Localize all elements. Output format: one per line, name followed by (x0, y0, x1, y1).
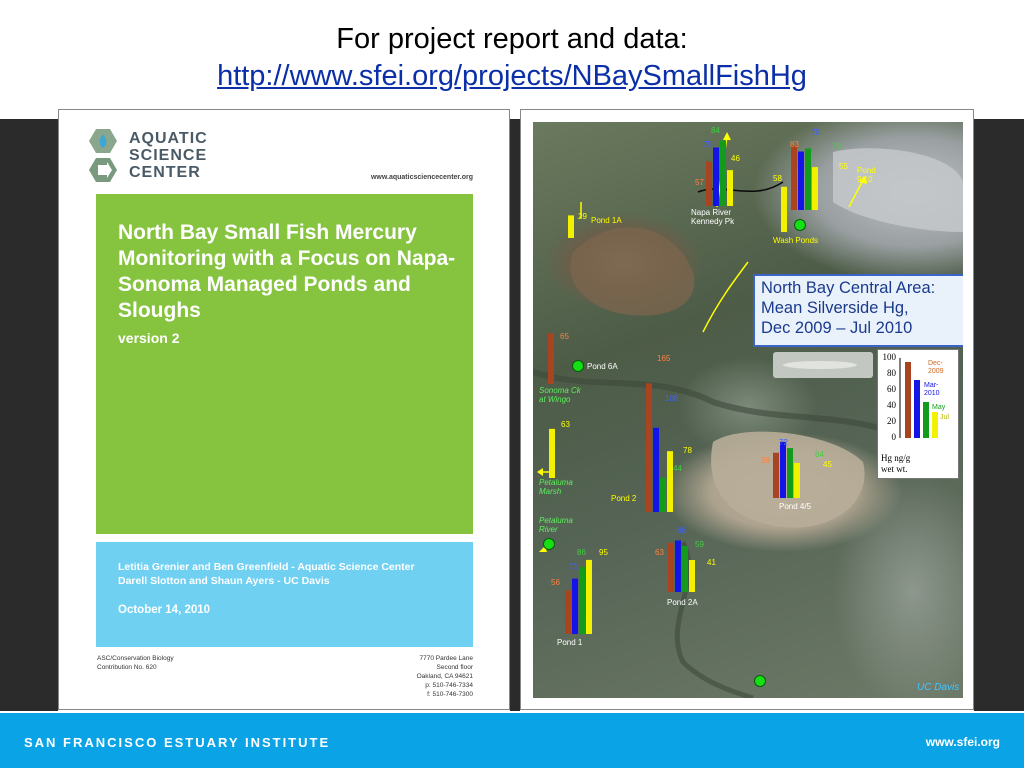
site-bar (682, 546, 688, 592)
contribution-line: ASC/Conservation Biology (97, 655, 174, 662)
value-label: 75 (703, 140, 712, 149)
footer-bar (0, 713, 1024, 768)
value-label: 86 (577, 548, 586, 557)
site-label-sonoma-creek (539, 386, 581, 404)
project-link[interactable]: http://www.sfei.org/projects/NBaySmallFishHg (217, 60, 807, 92)
legend-series-may: May (932, 404, 946, 411)
legend-tick: 0 (891, 432, 896, 442)
value-label: 63 (561, 420, 570, 429)
site-label-line: 9/10 (857, 175, 873, 184)
callout-line: North Bay Central Area: (761, 279, 936, 297)
value-label: 29 (578, 212, 587, 221)
legend-axis-line: wet wt. (881, 464, 908, 474)
site-bar (812, 167, 818, 210)
legend-series-dec (928, 360, 944, 376)
authors-line: Darell Slotton and Shaun Ayers - UC Davis (118, 575, 330, 587)
cover-title-block (96, 194, 473, 534)
value-label: 75 (811, 128, 820, 137)
site-label-pond-1: Pond 1 (557, 638, 583, 647)
legend-chart (877, 349, 959, 479)
legend-bar-jul (932, 412, 938, 438)
legend-axis-title (881, 453, 910, 475)
site-bar (653, 428, 659, 512)
site-bar (798, 152, 804, 211)
value-label: 95 (599, 548, 608, 557)
legend-series-line: 2010 (924, 390, 940, 397)
legend-axis-line: Hg ng/g (881, 453, 911, 463)
value-label: 63 (655, 548, 664, 557)
site-marker (794, 219, 806, 231)
site-bar (727, 170, 733, 206)
authors-line: Letitia Grenier and Ben Greenfield - Aquatic Science Center (118, 561, 415, 573)
site-label-line: Kennedy Pk (691, 217, 735, 226)
site-bar (706, 162, 712, 206)
legend-tick: 40 (887, 400, 896, 410)
legend-bar-may (923, 402, 929, 438)
site-bar (572, 579, 578, 634)
fish-body (783, 361, 857, 369)
value-label: 108 (665, 394, 679, 403)
slide-heading (0, 22, 1024, 93)
site-bar (668, 543, 674, 592)
address-block (417, 654, 473, 699)
aquatic-science-center-logo (87, 126, 237, 188)
legend-tick: 20 (887, 416, 896, 426)
site-label-wash-ponds: Wash Ponds (773, 236, 819, 245)
site-label-line: Pond (857, 166, 876, 175)
site-bar (794, 463, 800, 498)
site-label-line: Petaluma (539, 478, 573, 487)
address-line: Oakland, CA 94621 (416, 673, 473, 680)
aerial-map-frame (520, 109, 974, 710)
logo-word: CENTER (129, 164, 201, 181)
site-label-line: Sonoma Ck (539, 386, 581, 395)
site-bar (720, 140, 726, 206)
center-dark-band (510, 119, 520, 711)
legend-bar-mar (914, 380, 920, 438)
legend-tick: 100 (882, 352, 896, 362)
site-label-petaluma-marsh (539, 478, 573, 496)
value-label: 83 (790, 140, 799, 149)
site-marker (543, 538, 555, 550)
heading-text: For project report and data: (336, 23, 688, 55)
site-bar (667, 451, 673, 512)
hexagon-logo-icon (87, 128, 123, 186)
left-dark-band (0, 119, 58, 711)
callout-line: Mean Silverside Hg, (761, 299, 909, 317)
site-label-pond-1a: Pond 1A (591, 216, 622, 225)
report-version: version 2 (118, 330, 180, 346)
cover-authors-block (96, 542, 473, 647)
site-bar (675, 541, 681, 592)
site-marker (754, 675, 766, 687)
site-label-line: Napa River (691, 208, 732, 217)
silverside-fish-image (773, 352, 873, 378)
report-date: October 14, 2010 (118, 604, 211, 616)
site-label-pond-9-10 (857, 166, 876, 184)
site-bar (781, 187, 787, 232)
site-label-pond-6a: Pond 6A (587, 362, 618, 371)
site-label-line: Marsh (539, 487, 562, 496)
site-bar (791, 145, 797, 210)
value-label: 66 (677, 526, 686, 535)
site-bars (548, 140, 818, 634)
contribution-line: Contribution No. 620 (97, 664, 157, 671)
site-bar (565, 590, 571, 634)
site-bar (646, 383, 652, 512)
site-bar (568, 215, 574, 238)
site-bar (689, 560, 695, 592)
legend-series-jul: Jul (940, 414, 949, 421)
legend-tick: 80 (887, 368, 896, 378)
address-line: f: 510-746-7300 (427, 691, 473, 698)
site-label-pond-45: Pond 4/5 (779, 502, 812, 511)
legend-series-line: Mar- (924, 382, 939, 389)
site-label-napa-river (691, 208, 734, 226)
value-label: 64 (815, 450, 824, 459)
value-label: 55 (839, 162, 848, 171)
address-line: 7770 Pardee Lane (419, 655, 473, 662)
address-line: p: 510-746-7334 (425, 682, 473, 689)
value-label: 65 (560, 332, 569, 341)
site-label-line: Petaluma (539, 516, 573, 525)
value-label: 84 (711, 126, 720, 135)
site-bar (586, 560, 592, 634)
logo-word: SCIENCE (129, 147, 208, 164)
value-label: 44 (673, 464, 682, 473)
site-bar (549, 429, 555, 478)
site-bar (773, 453, 779, 498)
site-bar (787, 448, 793, 498)
site-label-pond-2a: Pond 2A (667, 598, 698, 607)
site-label-petaluma-river (539, 516, 573, 534)
footer-organization: SAN FRANCISCO ESTUARY INSTITUTE (24, 735, 331, 750)
callout-line: Dec 2009 – Jul 2010 (761, 319, 913, 337)
site-bar (780, 442, 786, 498)
legend-bar-dec (905, 362, 911, 438)
site-label-line: at Wingo (539, 395, 571, 404)
value-label: 165 (657, 354, 671, 363)
site-bar (579, 567, 585, 634)
address-line: Second floor (436, 664, 473, 671)
report-cover (58, 109, 510, 710)
value-label: 56 (551, 578, 560, 587)
legend-series-line: 2009 (928, 368, 944, 375)
value-label: 58 (761, 456, 770, 465)
logo-word: AQUATIC (129, 130, 208, 147)
site-bar (713, 148, 719, 207)
value-label: 41 (707, 558, 716, 567)
logo-wordmark (129, 130, 208, 181)
footer-website[interactable]: www.sfei.org (925, 735, 1000, 749)
authors (118, 560, 415, 588)
value-label: 78 (683, 446, 692, 455)
contribution-note (97, 654, 174, 672)
central-area-callout (753, 274, 963, 347)
legend-series-line: Dec- (928, 360, 943, 367)
site-marker (572, 360, 584, 372)
value-label: 59 (695, 540, 704, 549)
value-label: 45 (823, 460, 832, 469)
cover-website: www.aquaticsciencecenter.org (370, 174, 473, 181)
legend-series-mar (924, 382, 940, 398)
site-bar (805, 148, 811, 210)
right-dark-band (974, 119, 1024, 711)
site-bar (548, 333, 554, 384)
site-label-line: River (539, 525, 558, 534)
aerial-map (533, 122, 963, 698)
value-label: 71 (569, 562, 578, 571)
value-label: 72 (779, 438, 788, 447)
value-label: 46 (731, 154, 740, 163)
report-title: North Bay Small Fish Mercury Monitoring with a Focus on Napa-Sonoma Managed Ponds and Sloughs (118, 221, 456, 322)
map-credit: UC Davis (917, 682, 960, 693)
site-label-pond-2: Pond 2 (611, 494, 637, 503)
site-bar (660, 478, 666, 512)
value-label: 79 (832, 142, 841, 151)
value-label: 57 (695, 178, 704, 187)
legend-bars (878, 350, 960, 450)
legend-tick: 60 (887, 384, 896, 394)
value-label: 58 (773, 174, 782, 183)
